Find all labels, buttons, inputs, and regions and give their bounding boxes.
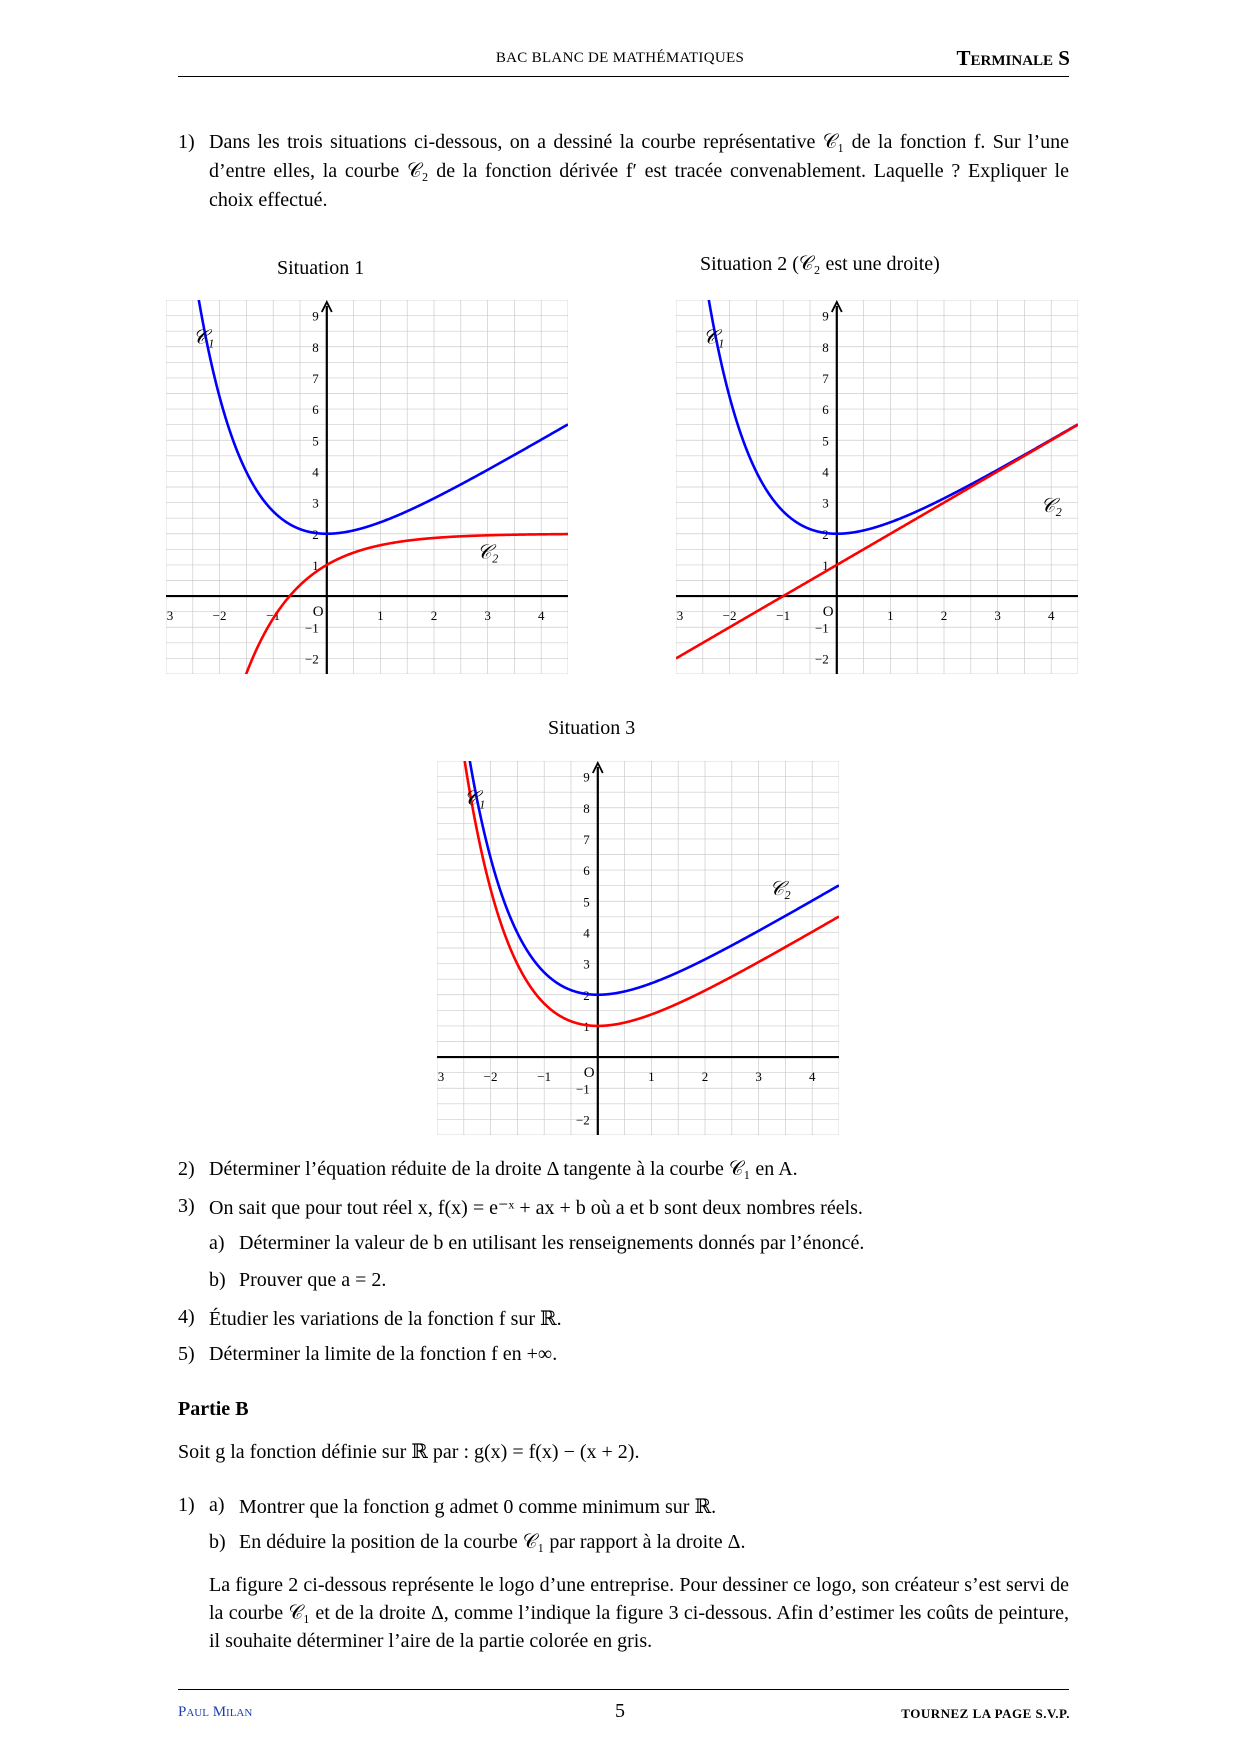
question-text: Déterminer l’équation réduite de la droite Δ tangente à la courbe 𝒞₁ en A. — [209, 1158, 798, 1180]
curve-label-c2: 𝒞₂ — [1040, 494, 1063, 517]
x-tick-label: 1 — [887, 608, 894, 624]
question-item — [178, 1269, 1069, 1306]
y-tick-label: 1 — [822, 557, 829, 573]
question-text: Déterminer la valeur de b en utilisant les renseignements donnés par l’énoncé. — [239, 1232, 865, 1254]
y-tick-label: 7 — [583, 831, 590, 847]
x-tick-label: 1 — [377, 608, 384, 624]
curve-c1 — [185, 300, 568, 534]
x-tick-label: 4 — [1047, 608, 1055, 624]
x-tick-label: 2 — [430, 608, 438, 624]
footer-turn-page: TOURNEZ LA PAGE S.V.P. — [901, 1706, 1070, 1721]
y-tick-label: 2 — [583, 987, 590, 1003]
question-item — [178, 1158, 1069, 1195]
footer-rule — [178, 1689, 1069, 1690]
y-tick-label: 2 — [312, 526, 319, 542]
x-tick-label: −1 — [776, 608, 791, 624]
y-tick-label: −2 — [304, 651, 319, 667]
question-1 — [178, 128, 1069, 215]
x-tick-label: 4 — [808, 1069, 816, 1085]
x-tick-label: 3 — [166, 608, 174, 624]
question-number: 4) — [178, 1306, 195, 1328]
question-item — [178, 1232, 1069, 1269]
situation-3-chart — [437, 761, 839, 1135]
question-1-text: Dans les trois situations ci-dessous, on a dessiné la courbe représentative 𝒞₁ de la fonction f. Sur l’une d’entre elles, la courbe 𝒞₂ de la fonction dérivée f′ est tracée convenablement. Laquelle ? Expliquer le choix effectué. — [209, 131, 1069, 211]
y-tick-label: 3 — [822, 495, 829, 511]
curve-label-c2: 𝒞₂ — [769, 878, 791, 901]
question-text: En déduire la position de la courbe 𝒞₁ par rapport à la droite Δ. — [239, 1531, 746, 1553]
question-text: Déterminer la limite de la fonction f en +∞. — [209, 1343, 558, 1365]
y-tick-label: 8 — [312, 339, 319, 355]
y-tick-label: −1 — [814, 620, 829, 636]
question-item — [178, 1494, 1069, 1531]
x-tick-label: 4 — [537, 608, 545, 624]
origin-label: O — [822, 604, 834, 621]
partie-b-title: Partie B — [178, 1398, 249, 1420]
header-rule — [178, 76, 1069, 77]
question-item — [178, 1195, 1069, 1232]
y-tick-label: 1 — [583, 1018, 590, 1034]
x-tick-label: 2 — [940, 608, 948, 624]
question-sub-number: a) — [209, 1494, 225, 1516]
curve-label-c1: 𝒞₁ — [463, 787, 486, 810]
x-tick-label: −1 — [537, 1069, 552, 1085]
y-tick-label: 7 — [312, 370, 319, 386]
curve-label-c1: 𝒞₁ — [702, 326, 725, 349]
y-tick-label: 5 — [583, 894, 590, 910]
y-tick-label: 2 — [822, 526, 829, 542]
header-class: Terminale S — [956, 46, 1070, 70]
question-number: 2) — [178, 1158, 195, 1180]
footer-page-number: 5 — [615, 1700, 625, 1722]
question-item — [178, 1531, 1069, 1568]
y-tick-label: 8 — [822, 339, 829, 355]
y-tick-label: −2 — [814, 651, 829, 667]
origin-label: O — [583, 1065, 595, 1082]
x-tick-label: 3 — [437, 1069, 445, 1085]
x-tick-label: 3 — [484, 608, 491, 624]
origin-label: O — [312, 604, 324, 621]
question-text: Montrer que la fonction g admet 0 comme minimum sur ℝ. — [239, 1496, 717, 1518]
y-tick-label: 8 — [583, 800, 590, 816]
y-tick-label: 9 — [312, 308, 319, 324]
situation-2-title: Situation 2 (𝒞₂ est une droite) — [700, 253, 940, 275]
footer-author: Paul Milan — [178, 1704, 253, 1720]
y-tick-label: 6 — [312, 402, 319, 418]
y-tick-label: 3 — [583, 956, 590, 972]
y-tick-label: 6 — [583, 863, 590, 879]
header-title: BAC BLANC DE MATHÉMATIQUES — [495, 50, 745, 66]
partie-b-question-1 — [178, 1494, 1069, 1568]
question-text: On sait que pour tout réel x, f(x) = e⁻ˣ + ax + b où a et b sont deux nombres réels. — [209, 1197, 863, 1219]
x-tick-label: −2 — [483, 1069, 498, 1085]
situation-1-chart — [166, 300, 568, 674]
situation-3-title: Situation 3 — [548, 717, 636, 739]
x-tick-label: 3 — [994, 608, 1001, 624]
x-tick-label: 3 — [676, 608, 684, 624]
y-tick-label: 4 — [583, 925, 590, 941]
y-tick-label: 5 — [822, 433, 829, 449]
y-tick-label: 7 — [822, 370, 829, 386]
situation-1-title: Situation 1 — [277, 257, 365, 279]
question-number: b) — [209, 1269, 226, 1291]
question-number: 5) — [178, 1343, 195, 1365]
questions-list — [178, 1158, 1069, 1380]
question-number: a) — [209, 1232, 225, 1254]
question-text: Prouver que a = 2. — [239, 1269, 387, 1291]
x-tick-label: 2 — [701, 1069, 709, 1085]
y-tick-label: −1 — [575, 1081, 590, 1097]
partie-b-intro: Soit g la fonction définie sur ℝ par : g(x) = f(x) − (x + 2). — [178, 1441, 640, 1463]
question-number: 3) — [178, 1195, 195, 1217]
x-tick-label: −1 — [266, 608, 281, 624]
x-tick-label: 3 — [755, 1069, 762, 1085]
situation-2-chart — [676, 300, 1078, 674]
question-number: 1) — [178, 1494, 195, 1516]
y-tick-label: 4 — [312, 464, 319, 480]
curve-label-c2: 𝒞₂ — [476, 541, 499, 564]
curve-c1 — [695, 300, 1078, 534]
x-tick-label: −2 — [212, 608, 227, 624]
y-tick-label: −1 — [304, 620, 319, 636]
partie-b-closing: La figure 2 ci-dessous représente le logo d’une entreprise. Pour dessiner ce logo, son créateur s’est servi de la courbe 𝒞₁ et de la droite Δ, comme l’indique la figure 3 ci-dessous. Afin d’estimer les coûts de peinture, il souhaite déterminer l’aire de la partie colorée en gris. — [209, 1574, 1069, 1652]
question-1-number: 1) — [178, 131, 195, 153]
x-tick-label: 1 — [648, 1069, 655, 1085]
y-tick-label: 3 — [312, 495, 319, 511]
question-item — [178, 1343, 1069, 1380]
question-text: Étudier les variations de la fonction f sur ℝ. — [209, 1308, 562, 1330]
x-tick-label: −2 — [722, 608, 737, 624]
y-tick-label: 6 — [822, 402, 829, 418]
y-tick-label: 1 — [312, 557, 319, 573]
y-tick-label: 4 — [822, 464, 829, 480]
y-tick-label: 5 — [312, 433, 319, 449]
curve-c2 — [676, 425, 1078, 659]
question-sub-number: b) — [209, 1531, 226, 1553]
y-tick-label: 9 — [822, 308, 829, 324]
y-tick-label: 9 — [583, 769, 590, 785]
y-tick-label: −2 — [575, 1112, 590, 1128]
curve-label-c1: 𝒞₁ — [192, 326, 215, 349]
question-item — [178, 1306, 1069, 1343]
curve-c2 — [219, 534, 568, 674]
